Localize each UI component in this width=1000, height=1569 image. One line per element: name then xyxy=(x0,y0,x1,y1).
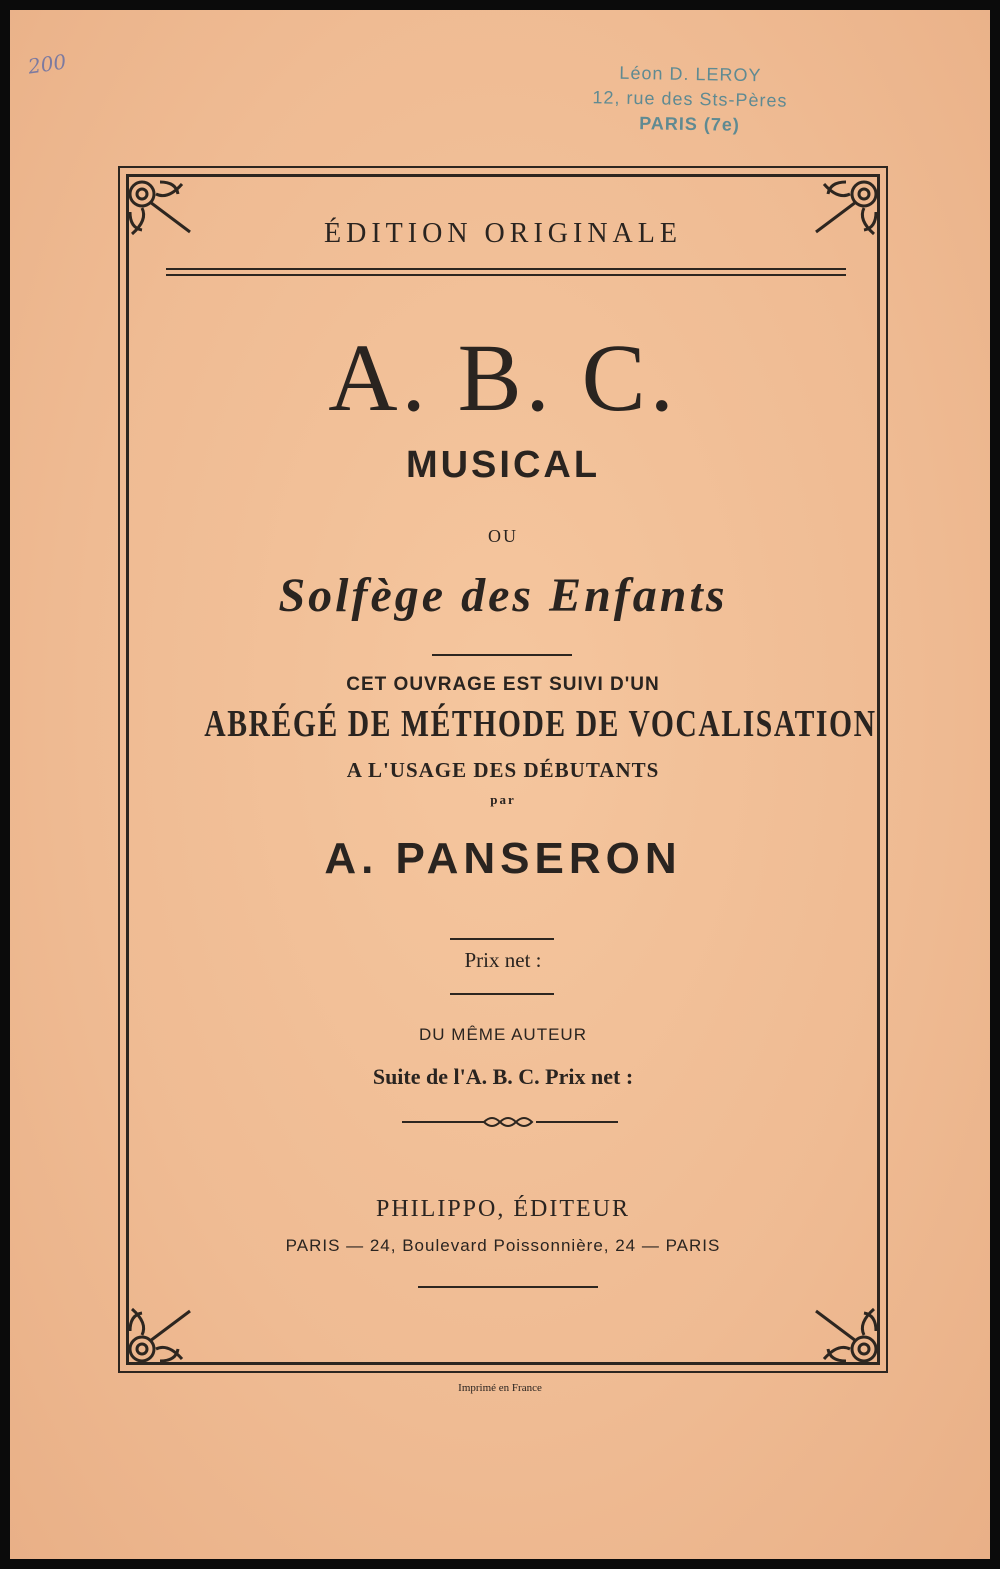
title-sub: MUSICAL xyxy=(405,444,601,486)
title-conjunction: OU xyxy=(488,526,518,546)
title-main: A. B. C. xyxy=(328,324,678,431)
followup-audience: A L'USAGE DES DÉBUTANTS xyxy=(346,758,660,782)
same-author-heading: DU MÊME AUTEUR xyxy=(419,1025,587,1044)
stamp-street: 12, rue des Sts-Pères xyxy=(592,87,788,111)
corner-ornament-icon xyxy=(120,1291,200,1371)
publisher-address: PARIS — 24, Boulevard Poissonnière, 24 — PARIS xyxy=(285,1236,721,1255)
publisher-name: PHILIPPO, ÉDITEUR xyxy=(376,1196,630,1222)
author-name: A. PANSERON xyxy=(324,834,682,883)
price-label: Prix net : xyxy=(464,948,542,972)
divider xyxy=(450,938,554,940)
divider xyxy=(450,993,554,995)
double-rule xyxy=(166,268,846,276)
subtitle: Solfège des Enfants xyxy=(278,569,728,622)
byline-par: par xyxy=(490,792,516,807)
pencil-annotation: 200 xyxy=(26,49,68,79)
edition-label: ÉDITION ORIGINALE xyxy=(324,218,682,249)
followup-title: ABRÉGÉ DE MÉTHODE DE VOCALISATION xyxy=(204,703,877,745)
decorative-frame xyxy=(118,166,888,1373)
owner-stamp xyxy=(569,60,810,139)
divider xyxy=(432,654,572,656)
stamp-name: Léon D. LEROY xyxy=(619,62,762,86)
flourish-divider-icon xyxy=(400,1114,620,1130)
printed-in-label: Imprimé en France xyxy=(458,1382,542,1394)
same-author-item: Suite de l'A. B. C. Prix net : xyxy=(372,1064,634,1089)
stamp-city: PARIS (7e) xyxy=(639,113,741,135)
corner-ornament-icon xyxy=(806,1291,886,1371)
followup-intro: CET OUVRAGE EST SUIVI D'UN xyxy=(346,674,660,695)
cover-page xyxy=(10,10,990,1559)
divider xyxy=(418,1286,598,1288)
